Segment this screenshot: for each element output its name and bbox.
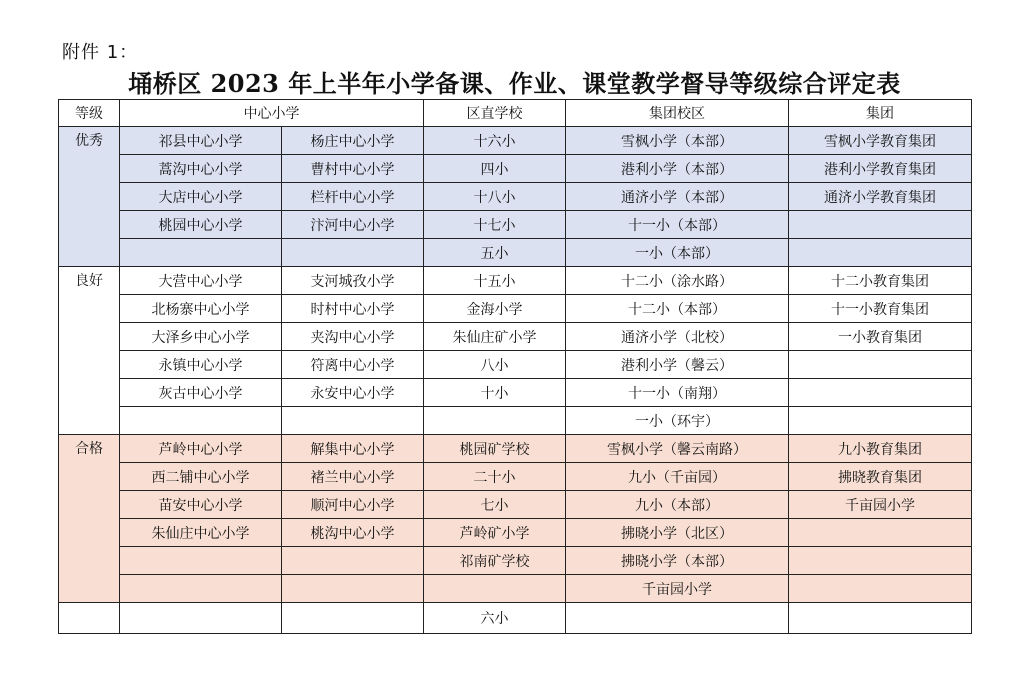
central-school-a-cell: 大店中心小学 [120, 183, 282, 211]
central-school-b-cell: 符离中心小学 [282, 351, 424, 379]
central-school-b-cell: 杨庄中心小学 [282, 127, 424, 155]
group-campus-cell: 十一小（南翔） [566, 379, 789, 407]
central-school-b-cell [282, 575, 424, 603]
group-campus-cell: 通济小学（本部） [566, 183, 789, 211]
group-cell [789, 379, 972, 407]
central-school-b-cell: 支河城孜小学 [282, 267, 424, 295]
table-row [59, 351, 972, 379]
table-row [59, 239, 972, 267]
header-central-school: 中心小学 [120, 100, 424, 127]
group-cell: 通济小学教育集团 [789, 183, 972, 211]
table-row [59, 155, 972, 183]
table-row [59, 127, 972, 155]
central-school-b-cell: 永安中心小学 [282, 379, 424, 407]
table-row [59, 463, 972, 491]
attachment-label: 附件 1： [62, 42, 139, 63]
table-body [59, 127, 972, 634]
central-school-a-cell: 桃园中心小学 [120, 211, 282, 239]
district-school-cell: 十小 [424, 379, 566, 407]
group-cell: 拂晓教育集团 [789, 463, 972, 491]
district-school-cell: 二十小 [424, 463, 566, 491]
table-row [59, 491, 972, 519]
central-school-b-cell: 夹沟中心小学 [282, 323, 424, 351]
central-school-b-cell: 褚兰中心小学 [282, 463, 424, 491]
district-school-cell: 祁南矿学校 [424, 547, 566, 575]
group-cell [789, 547, 972, 575]
group-campus-cell: 拂晓小学（本部） [566, 547, 789, 575]
group-cell: 千亩园小学 [789, 491, 972, 519]
table-row [59, 323, 972, 351]
central-school-b-cell [282, 603, 424, 634]
header-row [59, 100, 972, 127]
central-school-b-cell: 汴河中心小学 [282, 211, 424, 239]
group-campus-cell: 十二小（本部） [566, 295, 789, 323]
group-cell [789, 575, 972, 603]
table-row [59, 575, 972, 603]
central-school-b-cell: 时村中心小学 [282, 295, 424, 323]
central-school-b-cell [282, 547, 424, 575]
group-cell [789, 239, 972, 267]
group-cell: 九小教育集团 [789, 435, 972, 463]
table-row [59, 435, 972, 463]
central-school-a-cell: 灰古中心小学 [120, 379, 282, 407]
table-row [59, 267, 972, 295]
central-school-a-cell [120, 575, 282, 603]
header-group: 集团 [789, 100, 972, 127]
group-campus-cell: 雪枫小学（本部） [566, 127, 789, 155]
header-group-campus: 集团校区 [566, 100, 789, 127]
district-school-cell: 四小 [424, 155, 566, 183]
district-school-cell: 桃园矿学校 [424, 435, 566, 463]
table-row [59, 295, 972, 323]
level-cell-other [59, 603, 120, 634]
central-school-b-cell: 解集中心小学 [282, 435, 424, 463]
level-cell-excellent: 优秀 [59, 127, 120, 267]
district-school-cell: 金海小学 [424, 295, 566, 323]
group-cell: 雪枫小学教育集团 [789, 127, 972, 155]
group-campus-cell: 一小（本部） [566, 239, 789, 267]
header-level: 等级 [59, 100, 120, 127]
group-campus-cell: 拂晓小学（北区） [566, 519, 789, 547]
table-row [59, 183, 972, 211]
central-school-a-cell [120, 547, 282, 575]
central-school-b-cell [282, 407, 424, 435]
district-school-cell: 十六小 [424, 127, 566, 155]
header-district-school: 区直学校 [424, 100, 566, 127]
group-campus-cell: 千亩园小学 [566, 575, 789, 603]
central-school-a-cell: 北杨寨中心小学 [120, 295, 282, 323]
table-row [59, 547, 972, 575]
district-school-cell [424, 575, 566, 603]
group-campus-cell: 一小（环宇） [566, 407, 789, 435]
central-school-b-cell: 顺河中心小学 [282, 491, 424, 519]
level-cell-pass: 合格 [59, 435, 120, 603]
district-school-cell: 朱仙庄矿小学 [424, 323, 566, 351]
central-school-b-cell: 曹村中心小学 [282, 155, 424, 183]
group-campus-cell: 九小（千亩园） [566, 463, 789, 491]
group-cell [789, 603, 972, 634]
district-school-cell: 八小 [424, 351, 566, 379]
group-cell [789, 211, 972, 239]
central-school-b-cell: 栏杆中心小学 [282, 183, 424, 211]
central-school-a-cell: 永镇中心小学 [120, 351, 282, 379]
district-school-cell: 十七小 [424, 211, 566, 239]
central-school-a-cell [120, 407, 282, 435]
table-row [59, 211, 972, 239]
table-row [59, 379, 972, 407]
central-school-a-cell: 西二铺中心小学 [120, 463, 282, 491]
level-cell-good: 良好 [59, 267, 120, 435]
central-school-a-cell: 朱仙庄中心小学 [120, 519, 282, 547]
central-school-a-cell: 芦岭中心小学 [120, 435, 282, 463]
group-campus-cell: 港利小学（馨云） [566, 351, 789, 379]
central-school-b-cell [282, 239, 424, 267]
group-campus-cell [566, 603, 789, 634]
table-row [59, 519, 972, 547]
group-cell [789, 519, 972, 547]
central-school-a-cell [120, 239, 282, 267]
group-cell: 十二小教育集团 [789, 267, 972, 295]
group-campus-cell: 雪枫小学（馨云南路） [566, 435, 789, 463]
central-school-b-cell: 桃沟中心小学 [282, 519, 424, 547]
central-school-a-cell: 苗安中心小学 [120, 491, 282, 519]
group-campus-cell: 通济小学（北校） [566, 323, 789, 351]
district-school-cell: 五小 [424, 239, 566, 267]
central-school-a-cell: 大泽乡中心小学 [120, 323, 282, 351]
district-school-cell: 十八小 [424, 183, 566, 211]
group-cell [789, 407, 972, 435]
document-title: 埇桥区 2023 年上半年小学备课、作业、课堂教学督导等级综合评定表 [128, 69, 901, 98]
group-campus-cell: 港利小学（本部） [566, 155, 789, 183]
group-cell: 港利小学教育集团 [789, 155, 972, 183]
group-campus-cell: 十一小（本部） [566, 211, 789, 239]
district-school-cell: 七小 [424, 491, 566, 519]
central-school-a-cell: 大营中心小学 [120, 267, 282, 295]
central-school-a-cell: 祁县中心小学 [120, 127, 282, 155]
district-school-cell [424, 407, 566, 435]
group-campus-cell: 十二小（涂水路） [566, 267, 789, 295]
table-row [59, 407, 972, 435]
central-school-a-cell: 蒿沟中心小学 [120, 155, 282, 183]
district-school-cell: 六小 [424, 603, 566, 634]
district-school-cell: 芦岭矿小学 [424, 519, 566, 547]
district-school-cell: 十五小 [424, 267, 566, 295]
group-cell [789, 351, 972, 379]
evaluation-table [58, 99, 972, 634]
table-row [59, 603, 972, 634]
central-school-a-cell [120, 603, 282, 634]
group-cell: 十一小教育集团 [789, 295, 972, 323]
group-cell: 一小教育集团 [789, 323, 972, 351]
group-campus-cell: 九小（本部） [566, 491, 789, 519]
